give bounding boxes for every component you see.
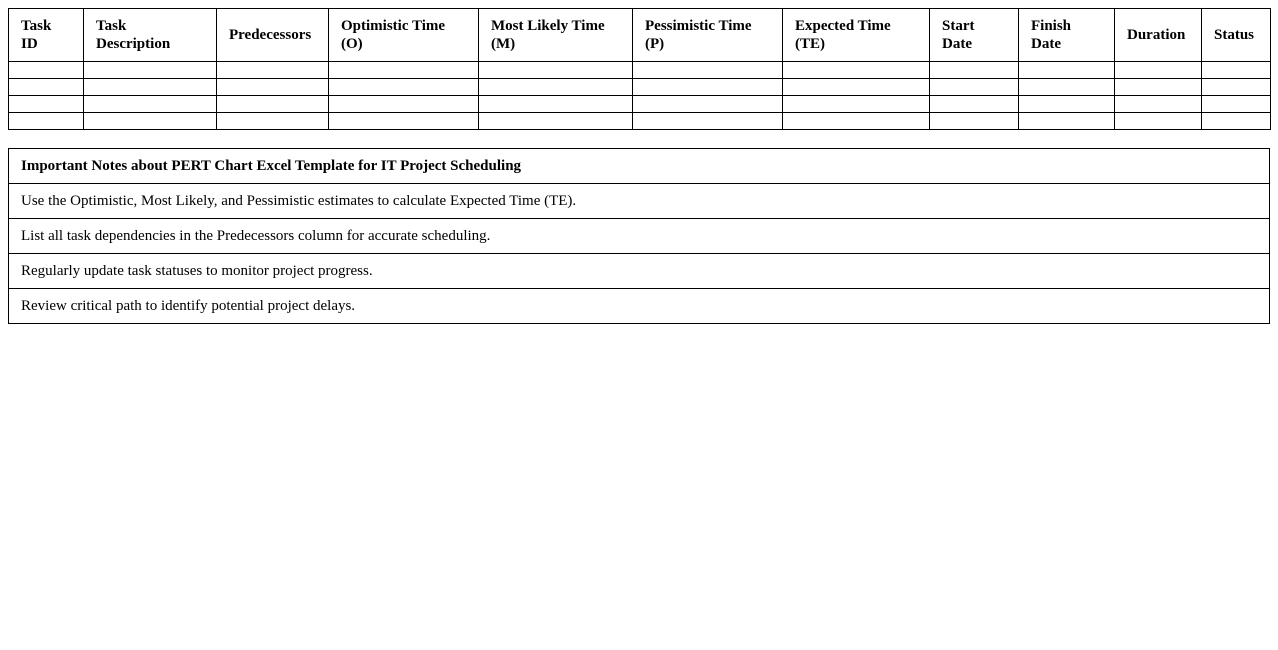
table-cell[interactable]: [1115, 79, 1202, 96]
note-item: List all task dependencies in the Predecessors column for accurate scheduling.: [9, 219, 1270, 254]
table-cell[interactable]: [783, 62, 930, 79]
table-cell[interactable]: [633, 79, 783, 96]
table-cell[interactable]: [329, 62, 479, 79]
note-item: Review critical path to identify potential project delays.: [9, 289, 1270, 324]
header-pessimistic-time-line2: (P): [645, 36, 665, 52]
header-start-date: [930, 9, 1019, 62]
table-cell[interactable]: [1019, 113, 1115, 130]
table-cell[interactable]: [84, 62, 217, 79]
table-cell[interactable]: [1019, 62, 1115, 79]
table-cell[interactable]: [1202, 96, 1271, 113]
table-cell[interactable]: [84, 96, 217, 113]
pert-schedule-table: [8, 8, 1271, 130]
note-row: [9, 254, 1270, 289]
table-cell[interactable]: [84, 113, 217, 130]
header-expected-time-line1: Expected Time: [795, 18, 891, 34]
header-most-likely-time-line1: Most Likely Time: [491, 18, 605, 34]
header-optimistic-time-line1: Optimistic Time: [341, 18, 446, 34]
header-task-description-line1: Task: [96, 18, 127, 34]
header-start-date-line2: Date: [942, 36, 972, 52]
table-cell[interactable]: [479, 96, 633, 113]
table-body: [9, 62, 1271, 130]
table-cell[interactable]: [329, 96, 479, 113]
table-cell[interactable]: [1115, 62, 1202, 79]
header-finish-date-line2: Date: [1031, 36, 1061, 52]
table-cell[interactable]: [217, 96, 329, 113]
table-cell[interactable]: [783, 96, 930, 113]
header-pessimistic-time: [633, 9, 783, 62]
table-cell[interactable]: [930, 62, 1019, 79]
table-cell[interactable]: [329, 113, 479, 130]
table-cell[interactable]: [479, 62, 633, 79]
table-cell[interactable]: [633, 62, 783, 79]
header-most-likely-time-line2: (M): [491, 36, 516, 52]
header-task-id-line2: ID: [21, 36, 38, 52]
table-cell[interactable]: [217, 79, 329, 96]
table-cell[interactable]: [1115, 96, 1202, 113]
header-status: Status: [1202, 9, 1271, 62]
table-cell[interactable]: [783, 79, 930, 96]
table-cell[interactable]: [783, 113, 930, 130]
table-cell[interactable]: [479, 79, 633, 96]
note-row: [9, 184, 1270, 219]
header-pessimistic-time-line1: Pessimistic Time: [645, 18, 752, 34]
table-cell[interactable]: [1202, 113, 1271, 130]
header-task-description-line2: Description: [96, 36, 171, 52]
header-task-id-line1: Task: [21, 18, 52, 34]
table-cell[interactable]: [930, 113, 1019, 130]
table-cell[interactable]: [633, 113, 783, 130]
header-finish-date: [1019, 9, 1115, 62]
table-cell[interactable]: [9, 113, 84, 130]
table-row: [9, 96, 1271, 113]
table-cell[interactable]: [1019, 96, 1115, 113]
header-most-likely-time: [479, 9, 633, 62]
header-predecessors: Predecessors: [217, 9, 329, 62]
notes-table: [8, 148, 1270, 324]
table-cell[interactable]: [633, 96, 783, 113]
note-item: Regularly update task statuses to monitor project progress.: [9, 254, 1270, 289]
header-optimistic-time: [329, 9, 479, 62]
table-row: [9, 62, 1271, 79]
table-cell[interactable]: [9, 96, 84, 113]
header-task-description: [84, 9, 217, 62]
header-task-id: [9, 9, 84, 62]
notes-title: Important Notes about PERT Chart Excel Template for IT Project Scheduling: [9, 149, 1270, 184]
table-cell[interactable]: [84, 79, 217, 96]
table-cell[interactable]: [217, 113, 329, 130]
table-row: [9, 113, 1271, 130]
header-duration: Duration: [1115, 9, 1202, 62]
header-start-date-line1: Start: [942, 18, 975, 34]
table-cell[interactable]: [9, 62, 84, 79]
table-cell[interactable]: [217, 62, 329, 79]
note-row: [9, 219, 1270, 254]
table-cell[interactable]: [329, 79, 479, 96]
note-row: [9, 289, 1270, 324]
notes-title-row: [9, 149, 1270, 184]
header-finish-date-line1: Finish: [1031, 18, 1072, 34]
header-expected-time-line2: (TE): [795, 36, 825, 52]
header-expected-time: [783, 9, 930, 62]
note-item: Use the Optimistic, Most Likely, and Pessimistic estimates to calculate Expected Time (TE).: [9, 184, 1270, 219]
table-cell[interactable]: [1115, 113, 1202, 130]
header-optimistic-time-line2: (O): [341, 36, 363, 52]
table-cell[interactable]: [9, 79, 84, 96]
table-cell[interactable]: [1019, 79, 1115, 96]
table-row: [9, 79, 1271, 96]
table-cell[interactable]: [1202, 79, 1271, 96]
table-header-row: [9, 9, 1271, 62]
table-cell[interactable]: [930, 96, 1019, 113]
table-cell[interactable]: [1202, 62, 1271, 79]
table-cell[interactable]: [479, 113, 633, 130]
table-cell[interactable]: [930, 79, 1019, 96]
